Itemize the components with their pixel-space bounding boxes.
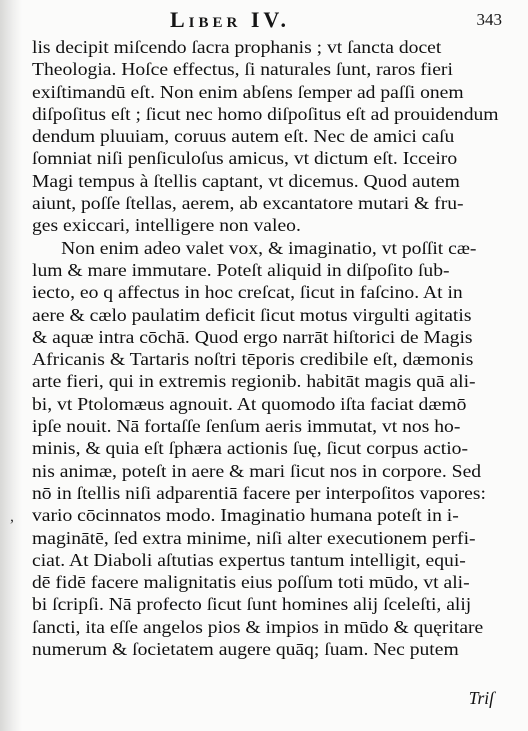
text-line: ges exiccari, intelligere non valeo. <box>32 215 301 236</box>
catchword: Triſ <box>468 688 494 708</box>
page-header <box>0 3 528 33</box>
text-line: dē fidē facere malignitatis eius poſſum toti mūdo, vt ali- <box>32 572 470 593</box>
text-line: bi ſcripſi. Nā profecto ſicut ſunt homines alij ſceleſti, alij <box>32 594 472 615</box>
text-line: ſancti, ita eſſe angelos pios & impios in mūdo & quęritare <box>32 616 484 637</box>
page-gutter-shadow <box>0 0 22 731</box>
text-line: vario cōcinnatos modo. Imaginatio humana poteſt in i- <box>32 505 459 526</box>
text-line: Theologia. Hoſce effectus, ſi naturales ſunt, raros fieri <box>32 59 453 80</box>
text-line: maginātē, ſed extra minime, niſi alter executionem perfi- <box>32 527 476 548</box>
text-line: lis decipit miſcendo ſacra prophanis ; vt ſancta docet <box>32 37 442 57</box>
page-number: 343 <box>476 10 502 29</box>
text-line: aere & cælo paulatim deficit ſicut motus virgulti agitatis <box>32 304 472 325</box>
text-line: Magi tempus à ſtellis captant, vt dicemus. Quod autem <box>32 170 460 191</box>
paragraph-start-line: Non enim adeo valet vox, & imaginatio, vt poſſit cæ- <box>61 237 477 258</box>
text-line: & aquæ intra cōchā. Quod ergo narrāt hiſtorici de Magis <box>32 326 473 347</box>
text-line: minis, & quia eſt ſphæra actionis ſuę, ſicut corpus actio- <box>32 438 469 459</box>
text-line: ſomniat niſi penſiculoſus amicus, vt dictum eſt. Icceiro <box>32 148 458 169</box>
margin-mark: , <box>10 508 14 525</box>
text-line: nō in ſtellis niſi adparentiā facere per interpoſitos vapores: <box>32 482 486 503</box>
text-line: aiunt, poſſe ſtellas, aerem, ab excantatore mutari & fru- <box>32 193 464 214</box>
text-line: ciat. At Diaboli aſtutias expertus tantum intelligit, equi- <box>32 549 466 570</box>
text-line: ipſe nouit. Nā fortaſſe ſenſum aeris immutat, vt nos ho- <box>32 416 461 437</box>
text-line: dendum pluuiam, coruus autem eſt. Nec de amici caſu <box>32 126 455 147</box>
text-line: iecto, eo q affectus in hoc creſcat, ſicut in faſcino. At in <box>32 282 463 303</box>
text-line: bi, vt Ptolomæus agnouit. At quomodo iſta faciat dæmō <box>32 393 467 414</box>
text-line: numerum & ſocietatem augere quāq; ſuam. Nec putem <box>32 639 459 660</box>
running-title: Liber IV. <box>170 7 290 32</box>
text-line: lum & mare immutare. Poteſt aliquid in diſpoſito ſub- <box>32 259 450 280</box>
text-line: nis animæ, poteſt in aere & mari ſicut nos in corpore. Sed <box>32 460 482 481</box>
body-text <box>32 36 518 660</box>
text-line: diſpoſitus eſt ; ſicut nec homo diſpoſitus eſt ad prouidendum <box>32 103 499 124</box>
text-line: Africanis & Tartaris noſtri tēporis credibile eſt, dæmonis <box>32 349 474 370</box>
text-line: exiſtimandū eſt. Non enim abſens ſemper ad paſſi onem <box>32 81 464 102</box>
text-line: arte fieri, qui in extremis regionib. habitāt magis quā ali- <box>32 371 476 392</box>
